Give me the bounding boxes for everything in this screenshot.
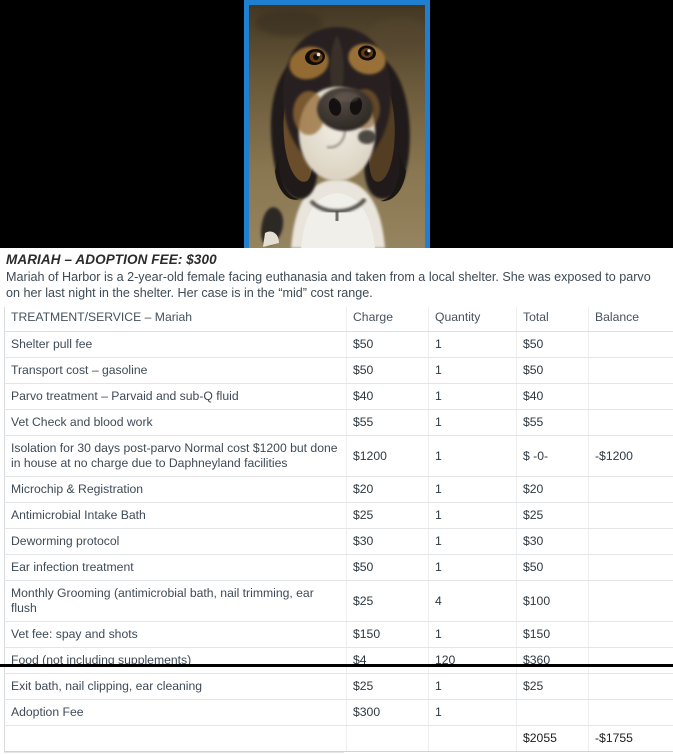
table-row bbox=[5, 700, 673, 726]
table-row bbox=[5, 555, 673, 581]
row-description: Food (not including supplements) bbox=[5, 648, 347, 674]
row-description: Parvo treatment – Parvaid and sub-Q fluid bbox=[5, 384, 347, 410]
row-balance bbox=[589, 648, 673, 674]
row-description: Adoption Fee bbox=[5, 700, 347, 726]
row-balance bbox=[589, 384, 673, 410]
row-balance bbox=[589, 477, 673, 503]
table-row bbox=[5, 358, 673, 384]
table-header-row bbox=[5, 307, 673, 332]
row-total: $100 bbox=[517, 581, 589, 622]
row-description: Exit bath, nail clipping, ear cleaning bbox=[5, 674, 347, 700]
row-charge: $50 bbox=[347, 555, 429, 581]
row-total: $50 bbox=[517, 358, 589, 384]
table-row bbox=[5, 648, 673, 674]
table-row bbox=[5, 410, 673, 436]
row-total: $30 bbox=[517, 529, 589, 555]
row-balance bbox=[589, 529, 673, 555]
row-total: $150 bbox=[517, 622, 589, 648]
row-description: Antimicrobial Intake Bath bbox=[5, 503, 347, 529]
total-row-total: $2055 bbox=[517, 726, 589, 752]
row-charge: $1200 bbox=[347, 436, 429, 477]
row-balance bbox=[589, 581, 673, 622]
article-body: Mariah of Harbor is a 2-year-old female facing euthanasia and taken from a local shelter. She was exposed to parvo on her last night in the shelter. Her case is in the “mid” cost range. bbox=[6, 269, 666, 301]
row-charge: $25 bbox=[347, 503, 429, 529]
row-charge: $50 bbox=[347, 332, 429, 358]
column-header-total: Total bbox=[517, 307, 589, 332]
column-header-description: TREATMENT/SERVICE – Mariah bbox=[5, 307, 347, 332]
table-row bbox=[5, 477, 673, 503]
row-quantity: 1 bbox=[429, 384, 517, 410]
table-row bbox=[5, 529, 673, 555]
row-total: $55 bbox=[517, 410, 589, 436]
dog-photo bbox=[249, 5, 425, 248]
row-charge: $25 bbox=[347, 581, 429, 622]
row-charge: $300 bbox=[347, 700, 429, 726]
row-description: Deworming protocol bbox=[5, 529, 347, 555]
column-header-balance: Balance bbox=[589, 307, 673, 332]
row-quantity: 1 bbox=[429, 332, 517, 358]
row-total: $20 bbox=[517, 477, 589, 503]
treatment-fee-table bbox=[4, 307, 673, 752]
table-row bbox=[5, 384, 673, 410]
total-row-quantity bbox=[429, 726, 517, 752]
row-quantity: 1 bbox=[429, 529, 517, 555]
row-quantity: 1 bbox=[429, 358, 517, 384]
row-total: $360 bbox=[517, 648, 589, 674]
total-row-charge bbox=[347, 726, 429, 752]
dog-photo-frame bbox=[244, 0, 430, 248]
row-quantity: 4 bbox=[429, 581, 517, 622]
row-total: $ -0- bbox=[517, 436, 589, 477]
row-description: Vet Check and blood work bbox=[5, 410, 347, 436]
row-description: Vet fee: spay and shots bbox=[5, 622, 347, 648]
row-total bbox=[517, 700, 589, 726]
row-charge: $150 bbox=[347, 622, 429, 648]
row-balance bbox=[589, 410, 673, 436]
row-charge: $4 bbox=[347, 648, 429, 674]
row-description: Microchip & Registration bbox=[5, 477, 347, 503]
row-quantity: 1 bbox=[429, 555, 517, 581]
row-balance: -$1200 bbox=[589, 436, 673, 477]
table-row bbox=[5, 674, 673, 700]
row-total: $25 bbox=[517, 674, 589, 700]
row-total: $40 bbox=[517, 384, 589, 410]
row-description: Ear infection treatment bbox=[5, 555, 347, 581]
column-header-quantity: Quantity bbox=[429, 307, 517, 332]
row-quantity: 1 bbox=[429, 674, 517, 700]
table-row bbox=[5, 436, 673, 477]
page-title: MARIAH – ADOPTION FEE: $300 bbox=[6, 252, 673, 267]
photo-banner bbox=[0, 0, 673, 248]
row-balance bbox=[589, 622, 673, 648]
row-charge: $20 bbox=[347, 477, 429, 503]
row-quantity: 1 bbox=[429, 700, 517, 726]
row-charge: $50 bbox=[347, 358, 429, 384]
table-total-row bbox=[5, 726, 673, 752]
row-balance bbox=[589, 358, 673, 384]
row-total: $50 bbox=[517, 555, 589, 581]
table-row bbox=[5, 503, 673, 529]
row-balance bbox=[589, 674, 673, 700]
row-quantity: 1 bbox=[429, 436, 517, 477]
column-header-charge: Charge bbox=[347, 307, 429, 332]
row-quantity: 1 bbox=[429, 622, 517, 648]
row-balance bbox=[589, 700, 673, 726]
row-quantity: 120 bbox=[429, 648, 517, 674]
row-quantity: 1 bbox=[429, 477, 517, 503]
table-row bbox=[5, 332, 673, 358]
row-balance bbox=[589, 503, 673, 529]
row-quantity: 1 bbox=[429, 410, 517, 436]
row-balance bbox=[589, 332, 673, 358]
row-description: Shelter pull fee bbox=[5, 332, 347, 358]
row-charge: $30 bbox=[347, 529, 429, 555]
row-quantity: 1 bbox=[429, 503, 517, 529]
row-charge: $55 bbox=[347, 410, 429, 436]
row-description: Transport cost – gasoline bbox=[5, 358, 347, 384]
table-row bbox=[5, 581, 673, 622]
total-row-description bbox=[5, 726, 347, 752]
row-total: $25 bbox=[517, 503, 589, 529]
fee-breakdown-article bbox=[0, 252, 673, 754]
row-charge: $25 bbox=[347, 674, 429, 700]
row-description: Isolation for 30 days post-parvo Normal cost $1200 but done in house at no charge due to Daphneyland facilities bbox=[5, 436, 347, 477]
table-row bbox=[5, 622, 673, 648]
row-balance bbox=[589, 555, 673, 581]
row-charge: $40 bbox=[347, 384, 429, 410]
row-total: $50 bbox=[517, 332, 589, 358]
total-row-balance: -$1755 bbox=[589, 726, 673, 752]
row-description: Monthly Grooming (antimicrobial bath, nail trimming, ear flush bbox=[5, 581, 347, 622]
